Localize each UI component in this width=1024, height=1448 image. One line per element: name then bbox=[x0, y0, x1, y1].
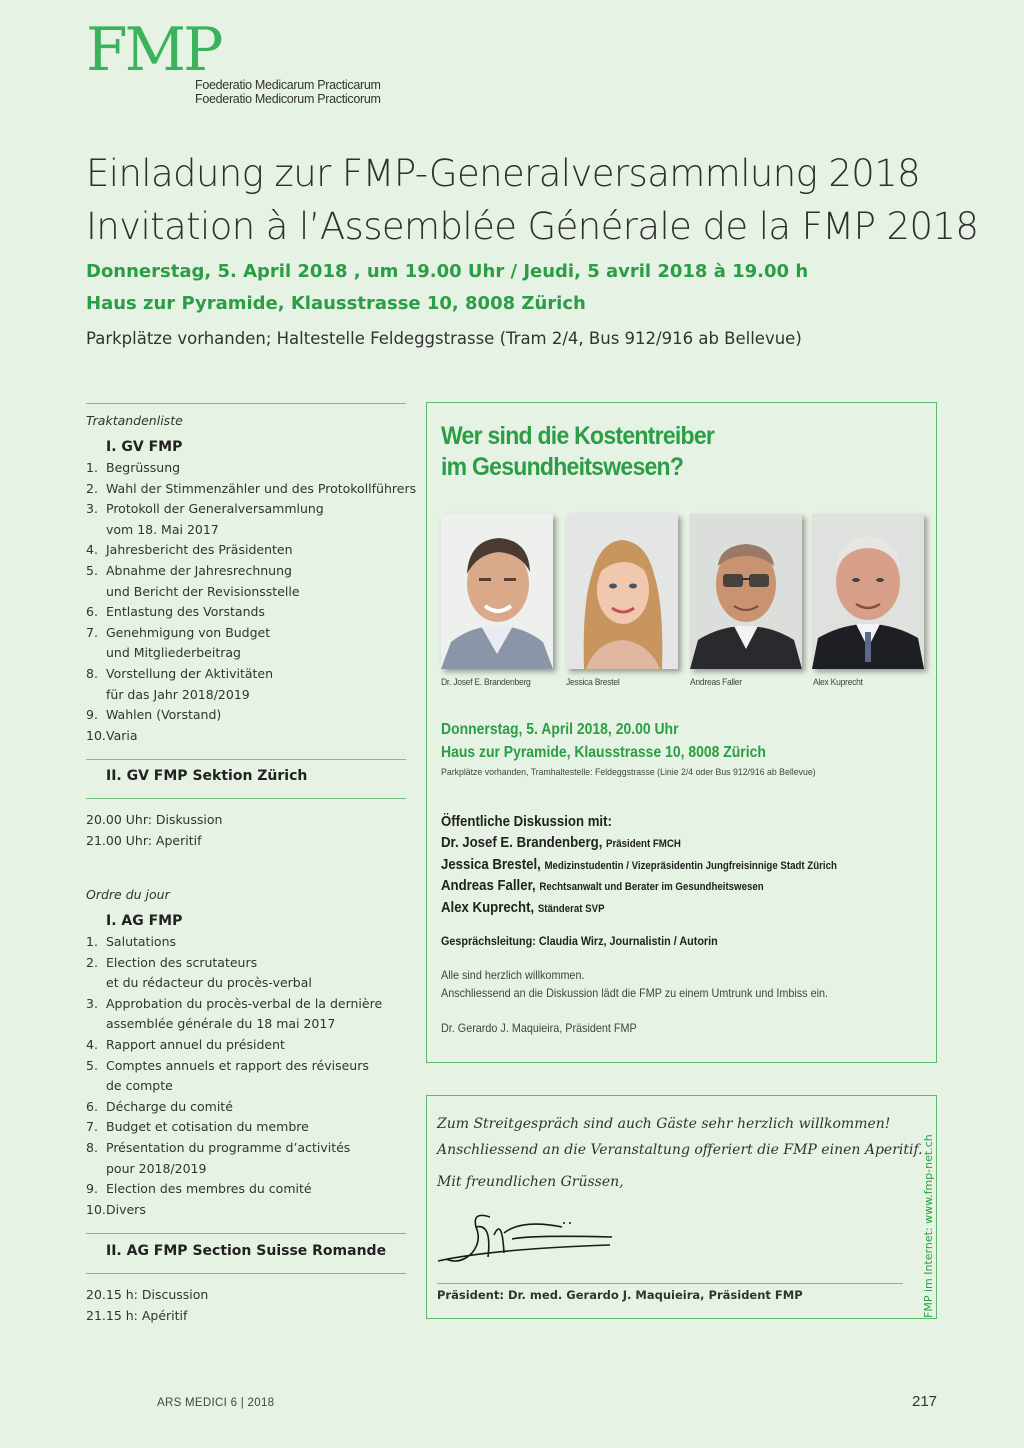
agenda-item bbox=[86, 479, 417, 500]
panelist bbox=[441, 898, 837, 920]
agenda-item-text: Wahl der Stimmenzähler und des Protokollführers bbox=[106, 480, 417, 496]
agenda-item-text: vom 18. Mai 2017 bbox=[106, 521, 219, 537]
agenda-item-text: Salutations bbox=[106, 934, 177, 949]
journal-footer: ARS MEDICI 6 | 2018 bbox=[157, 1397, 275, 1409]
panelist bbox=[441, 833, 837, 855]
agenda-item-text: Abnahme der Jahresrechnung bbox=[106, 562, 292, 578]
website-vertical: FMP im Internet: www.fmp-net.ch bbox=[922, 1134, 935, 1318]
agenda-item bbox=[86, 953, 406, 974]
agenda-item-text: Election des scrutateurs bbox=[106, 954, 258, 970]
agenda-item-text: Protokoll der Generalversammlung bbox=[106, 501, 324, 517]
agenda-item bbox=[86, 1097, 406, 1118]
heading-line: im Gesundheitswesen? bbox=[441, 453, 684, 481]
agenda-item-number: 4. bbox=[86, 1036, 98, 1052]
agenda-label: Ordre du jour bbox=[86, 887, 170, 902]
panelist-role: Präsident FMCH bbox=[606, 838, 681, 850]
agenda-item-text: und Bericht der Revisionsstelle bbox=[106, 583, 300, 599]
portrait-caption: Jessica Brestel bbox=[566, 677, 620, 688]
agenda-item bbox=[86, 602, 406, 623]
agenda-item-number: 3. bbox=[86, 995, 98, 1011]
agenda-item-number: 5. bbox=[86, 1057, 98, 1073]
portrait-caption: Dr. Josef E. Brandenberg bbox=[441, 677, 531, 688]
portrait-photo bbox=[812, 514, 924, 669]
heading-line: Wer sind die Kostentreiber bbox=[441, 422, 715, 450]
panelist-name: Jessica Brestel, bbox=[441, 855, 541, 873]
divider bbox=[86, 798, 406, 799]
portrait-caption: Alex Kuprecht bbox=[813, 677, 863, 688]
agenda-heading: I. GV FMP bbox=[106, 439, 183, 455]
greeting-line: Zum Streitgespräch sind auch Gäste sehr herzlich willkommen! bbox=[437, 1116, 891, 1132]
signature-rule bbox=[437, 1283, 903, 1284]
logo-subtitle-2: Foederatio Medicorum Practicorum bbox=[195, 92, 381, 106]
agenda-item-number: 1. bbox=[86, 460, 98, 475]
agenda-label: Traktandenliste bbox=[86, 413, 183, 428]
agenda-item-text: und Mitgliederbeitrag bbox=[106, 645, 241, 661]
panel-intro: Öffentliche Diskussion mit: bbox=[441, 813, 612, 830]
discussion-parking: Parkplätze vorhanden, Tramhaltestelle: Feldeggstrasse (Linie 2/4 oder Bus 912/916 ab Bellevue) bbox=[441, 767, 816, 778]
divider bbox=[86, 759, 406, 760]
agenda-item-text: Approbation du procès-verbal de la dernière bbox=[106, 995, 383, 1011]
agenda-item-text: Rapport annuel du président bbox=[106, 1036, 285, 1052]
agenda-item bbox=[86, 520, 406, 541]
agenda-section2-heading: II. AG FMP Section Suisse Romande bbox=[106, 1243, 387, 1259]
page-number: 217 bbox=[912, 1393, 938, 1410]
agenda-item-number: 10. bbox=[86, 1201, 106, 1217]
agenda-item bbox=[86, 664, 406, 685]
agenda-item-text: de compte bbox=[106, 1078, 173, 1094]
divider bbox=[86, 1273, 406, 1274]
agenda-item-text: Begrüssung bbox=[106, 460, 181, 475]
time-line: 20.00 Uhr: Diskussion bbox=[86, 812, 223, 827]
agenda-item bbox=[86, 623, 406, 644]
agenda-item-text: Budget et cotisation du membre bbox=[106, 1119, 309, 1135]
agenda-item-number: 10. bbox=[86, 727, 106, 743]
time-line: 20.15 h: Discussion bbox=[86, 1287, 209, 1302]
agenda-item-text: für das Jahr 2018/2019 bbox=[106, 686, 250, 702]
agenda-item bbox=[86, 1014, 406, 1035]
page-title-fr: Invitation à l’Assemblée Générale de la FMP 2018 bbox=[86, 205, 979, 248]
agenda-item-text: Genehmigung von Budget bbox=[106, 624, 271, 640]
fmp-logo: FMP bbox=[86, 15, 221, 85]
panelist bbox=[441, 855, 837, 877]
agenda-item bbox=[86, 1138, 406, 1159]
panelist bbox=[441, 876, 837, 898]
agenda-item bbox=[86, 1159, 406, 1180]
agenda-item bbox=[86, 1076, 406, 1097]
welcome-line: Anschliessend an die Diskussion lädt die FMP zu einem Umtrunk und Imbiss ein. bbox=[441, 986, 828, 1000]
event-venue-line: Haus zur Pyramide, Klausstrasse 10, 8008 Zürich bbox=[86, 293, 586, 314]
panelist-name: Alex Kuprecht, bbox=[441, 898, 535, 916]
signoff: Dr. Gerardo J. Maquieira, Präsident FMP bbox=[441, 1021, 637, 1035]
agenda-item bbox=[86, 726, 406, 747]
panel-list bbox=[441, 833, 891, 919]
portrait-photo bbox=[566, 514, 678, 669]
agenda-item-text: Wahlen (Vorstand) bbox=[106, 707, 222, 723]
agenda-item bbox=[86, 561, 406, 582]
agenda-item-text: Vorstellung der Aktivitäten bbox=[106, 665, 274, 681]
agenda-item-number: 8. bbox=[86, 1139, 98, 1155]
agenda-item-text: assemblée générale du 18 mai 2017 bbox=[106, 1016, 336, 1032]
logo-subtitle-1: Foederatio Medicarum Practicarum bbox=[195, 78, 381, 92]
time-line: 21.15 h: Apéritif bbox=[86, 1307, 188, 1323]
greeting-line: Mit freundlichen Grüssen, bbox=[437, 1174, 624, 1190]
agenda-item bbox=[86, 582, 406, 603]
agenda-item-number: 2. bbox=[86, 954, 98, 970]
agenda-item-number: 7. bbox=[86, 624, 98, 640]
agenda-item bbox=[86, 685, 406, 706]
agenda-item bbox=[86, 1035, 406, 1056]
discussion-venue: Haus zur Pyramide, Klausstrasse 10, 8008 Zürich bbox=[441, 744, 766, 761]
agenda-item-number: 9. bbox=[86, 707, 98, 723]
agenda-list bbox=[86, 458, 417, 746]
agenda-item-text: Présentation du programme d’activités bbox=[106, 1139, 351, 1155]
agenda-item-number: 3. bbox=[86, 501, 98, 517]
agenda-item bbox=[86, 1117, 406, 1138]
divider bbox=[86, 1233, 406, 1234]
agenda-item-text: pour 2018/2019 bbox=[106, 1160, 207, 1176]
agenda-heading: I. AG FMP bbox=[106, 913, 183, 929]
agenda-item-text: Divers bbox=[106, 1201, 146, 1217]
portrait-caption: Andreas Faller bbox=[690, 677, 742, 688]
agenda-item bbox=[86, 1200, 406, 1221]
president-line: Präsident: Dr. med. Gerardo J. Maquieira, Präsident FMP bbox=[437, 1288, 803, 1302]
agenda-item bbox=[86, 932, 406, 953]
agenda-list bbox=[86, 932, 406, 1220]
moderation: Gesprächsleitung: Claudia Wirz, Journalistin / Autorin bbox=[441, 934, 718, 948]
agenda-item-text: Entlastung des Vorstands bbox=[106, 604, 265, 620]
agenda-item-number: 6. bbox=[86, 1098, 98, 1114]
agenda-item-number: 2. bbox=[86, 480, 98, 496]
discussion-heading bbox=[441, 421, 714, 483]
agenda-item-text: Comptes annuels et rapport des réviseurs bbox=[106, 1057, 369, 1073]
agenda-item bbox=[86, 458, 406, 479]
agenda-item bbox=[86, 994, 406, 1015]
agenda-item-text: Décharge du comité bbox=[106, 1098, 233, 1114]
agenda-item-number: 6. bbox=[86, 604, 98, 620]
parking-info: Parkplätze vorhanden; Haltestelle Feldeggstrasse (Tram 2/4, Bus 912/916 ab Bellevue) bbox=[86, 329, 802, 348]
agenda-item bbox=[86, 705, 406, 726]
agenda-section2-heading: II. GV FMP Sektion Zürich bbox=[106, 768, 308, 784]
panelist-role: Medizinstudentin / Vizepräsidentin Jungfreisinnige Stadt Zürich bbox=[544, 859, 837, 872]
agenda-item-text: Varia bbox=[106, 727, 138, 743]
agenda-item-text: et du rédacteur du procès-verbal bbox=[106, 975, 312, 991]
panelist-name: Andreas Faller, bbox=[441, 877, 536, 895]
panelist-role: Ständerat SVP bbox=[537, 902, 605, 915]
panelist-role: Rechtsanwalt und Berater im Gesundheitswesen bbox=[539, 881, 764, 894]
agenda-section2-times bbox=[86, 1285, 406, 1326]
agenda-item bbox=[86, 643, 406, 664]
agenda-item bbox=[86, 540, 406, 561]
agenda-item bbox=[86, 499, 406, 520]
agenda-de bbox=[86, 412, 417, 746]
agenda-fr bbox=[86, 886, 406, 1220]
agenda-item-number: 8. bbox=[86, 665, 98, 681]
panelist-name: Dr. Josef E. Brandenberg, bbox=[441, 834, 603, 851]
portrait-photo bbox=[441, 514, 553, 669]
agenda-item-number: 4. bbox=[86, 542, 98, 558]
agenda-item-text: Jahresbericht des Präsidenten bbox=[106, 542, 293, 558]
welcome-line: Alle sind herzlich willkommen. bbox=[441, 968, 585, 982]
event-date-line: Donnerstag, 5. April 2018 , um 19.00 Uhr / Jeudi, 5 avril 2018 à 19.00 h bbox=[86, 261, 809, 282]
page-title-de: Einladung zur FMP-Generalversammlung 2018 bbox=[86, 152, 921, 195]
portrait-photo bbox=[690, 514, 802, 669]
time-line: 21.00 Uhr: Aperitif bbox=[86, 832, 202, 848]
agenda-item bbox=[86, 973, 406, 994]
signature bbox=[432, 1205, 622, 1269]
agenda-item bbox=[86, 1179, 406, 1200]
agenda-item-number: 7. bbox=[86, 1119, 98, 1135]
greeting-line: Anschliessend an die Veranstaltung offeriert die FMP einen Aperitif. bbox=[437, 1142, 923, 1158]
divider bbox=[86, 403, 406, 404]
agenda-item-number: 1. bbox=[86, 934, 98, 949]
agenda-item bbox=[86, 1056, 406, 1077]
agenda-section2-times bbox=[86, 810, 406, 851]
agenda-item-number: 9. bbox=[86, 1181, 98, 1197]
agenda-item-number: 5. bbox=[86, 562, 98, 578]
agenda-item-text: Election des membres du comité bbox=[106, 1181, 312, 1197]
discussion-date: Donnerstag, 5. April 2018, 20.00 Uhr bbox=[441, 721, 679, 738]
